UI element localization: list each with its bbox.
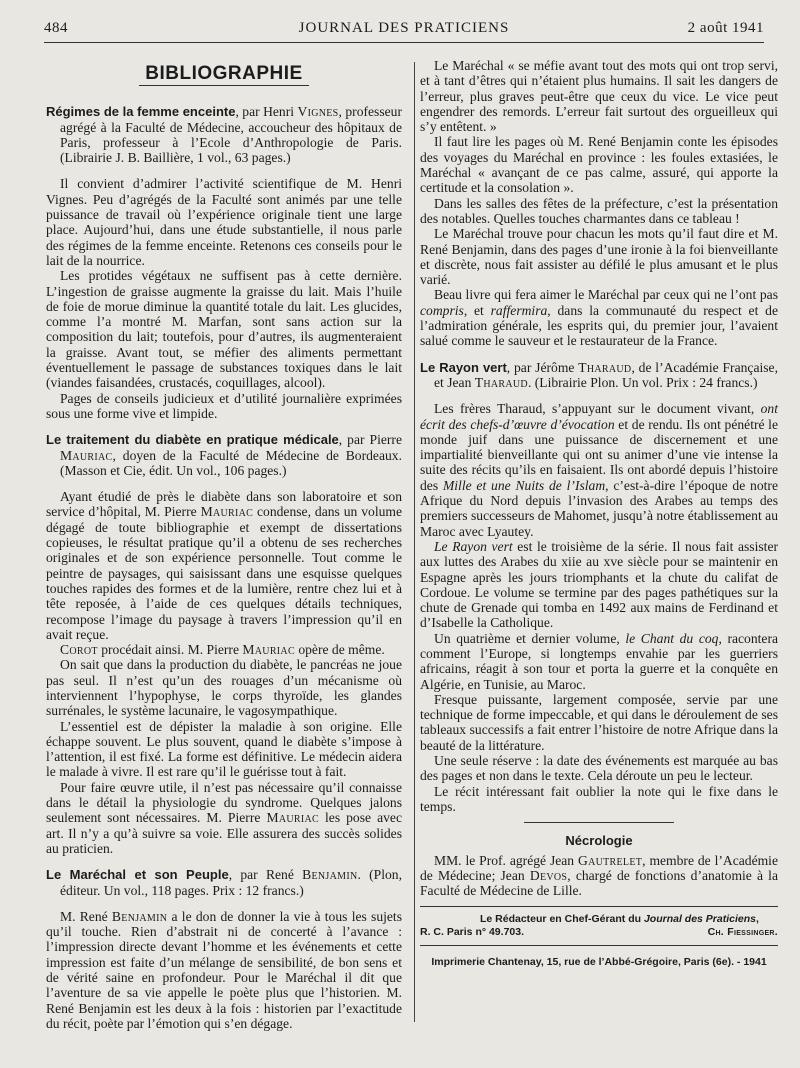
author-name: Benjamin	[302, 867, 358, 883]
italic-text: compris	[420, 302, 464, 318]
column-divider	[414, 62, 415, 1022]
review-paragraph: Fresque puissante, largement composée, servie par une technique de forme impeccable, et qui dans le déroulement de ses tableaux successifs a fait entrer l’histoire de notre Afrique dans la beauté de la littérature.	[420, 691, 778, 753]
person-name: Gautrelet	[577, 852, 643, 868]
author-name: Benjamin	[111, 908, 168, 924]
text: ,	[756, 913, 759, 926]
review-paragraph	[46, 780, 402, 856]
text: est le troisième de la série. Il nous fait assister aux luttes des Arabes du xiie au xve siècle pour se maintenir en Espagne après les jours triomphants et la chute du califat de Cordoue. Le volume se termine par des pages pathétiques sur la chute de Grenade qui tomba en 1492 aux mains de Ferdinand et d’Isabelle la Catholique.	[420, 538, 778, 631]
person-name: Devos	[529, 867, 568, 883]
italic-text: le Chant du coq	[625, 630, 719, 646]
italic-text: Mille et une Nuits de l’Islam	[442, 477, 606, 493]
text: a le don de donner la vie à tous les sujets qu’il touche. Rien d’abstrait ni de concerté à l’avance : l’impression directe devant l’homme et les événements et cette impression est faite d’un mélange de sensibilité, de bon sens et de vérité saine en profondeur. Pour le Maréchal il dit que l’aventure de sa vie appelle le poète plus que l’historien. M. René Benjamin est les deux à la fois : historien par l’exactitude du récit, poète par l’émotion qui s’en dégage.	[46, 908, 403, 1031]
author-name: Mauriac	[200, 504, 254, 520]
footer-rule	[420, 906, 778, 907]
review-paragraph	[420, 631, 778, 692]
necrologie-title: Nécrologie	[565, 833, 633, 849]
ref-text: , par Henri	[235, 104, 298, 120]
text: les pose avec art. Il n’y a qu’à suivre sa voie. Elle assurera des succès solides au praticien.	[46, 810, 402, 856]
text: et de rendu. Ils ont pénétré le monde juif dans une puissance de discernement et une impartialité bienveillante qui ont su animer d’une vie intense la suite des récits qu’ils en faisaient. Ils ont abordé depuis l’histoire des	[420, 416, 778, 493]
rc-number: R. C. Paris n° 49.703.	[420, 926, 525, 939]
review-paragraph: L’essentiel est de dépister la maladie à son origine. Elle échappe souvent. Le plus souvent, quand le diabète s’impose à l’attention, il est fixé. La forme est définitive. Le médecin aidera le malade à vivre. Il est rare qu’il le guérisse tout à fait.	[46, 718, 402, 780]
text: procédait ainsi. M. Pierre	[97, 642, 243, 658]
book-title: Régimes de la femme enceinte	[46, 104, 236, 120]
review-paragraph	[420, 287, 778, 348]
book-reference	[46, 432, 402, 478]
ref-text: , par Pierre	[338, 432, 402, 448]
page-number: 484	[44, 20, 68, 36]
book-title: Le traitement du diabète en pratique médicale	[46, 432, 339, 448]
text: , c’est-à-dire l’époque de notre Afrique du Nord depuis l’invasion des Arabes au temps des premiers successeurs de Mahomet, jusqu’à notre établissement au Maroc avec Lyautey.	[420, 477, 778, 539]
ref-text: , professeur agrégé à la Faculté de Médecine, accoucheur des hôpitaux de Paris, professeur à l’Ecole d’Anthropologie de Paris. (Librairie J. B. Baillière, 1 vol., 63 pages.)	[60, 104, 402, 166]
painter-name: Corot	[60, 642, 98, 658]
review-paragraph: Dans les salles des fêtes de la préfecture, c’est la présentation des notables. Quelles touches charmantes dans ce tableau !	[420, 195, 778, 226]
imprint-rule	[420, 945, 778, 946]
header-rule	[44, 42, 764, 43]
review-paragraph: On sait que dans la production du diabète, le pancréas ne joue pas seul. Il n’est qu’un des rouages d’un mécanisme où interviennent l’hypophyse, le corps thyroïde, les glandes surrénales, le système lacunaire, le vagosympathique.	[46, 657, 402, 719]
review-paragraph: Les protides végétaux ne suffisent pas à cette dernière. L’ingestion de graisse augmente la graisse du lait. Mais l’huile de foie de morue diminue la quantité totale du lait. Les glucides, comme l’a montré M. Marfan, sont sans action sur la composition du lait; toutefois, pour d’autres, ils augmenteraient la graisse. Avant tout, se méfier des aliments permettant éventuellement le passage de substances toxiques dans le lait (viandes faisandées, crustacés, coquillages, alcool).	[46, 268, 402, 391]
review-paragraph	[420, 401, 778, 539]
section-divider	[524, 822, 674, 823]
review-paragraph	[46, 642, 402, 657]
book-title: Le Rayon vert	[420, 359, 507, 375]
author-name: Mauriac	[242, 642, 295, 658]
text: Beau livre qui fera aimer le Maréchal par ceux qui ne l’ont pas	[434, 287, 778, 303]
text: , et	[463, 302, 491, 318]
book-reference	[46, 867, 402, 898]
text: Les frères Tharaud, s’appuyant sur le document vivant,	[434, 401, 761, 417]
right-column	[420, 58, 778, 969]
text: Un quatrième et dernier volume,	[434, 630, 626, 646]
page-header	[44, 18, 764, 40]
italic-text: raffermira	[490, 302, 548, 318]
review-paragraph: Pages de conseils judicieux et d’utilité journalière exprimées sous une forme vive et limpide.	[46, 390, 402, 421]
text: MM. le Prof. agrégé Jean	[434, 852, 578, 868]
author-name: Mauriac	[266, 810, 319, 826]
text: , racontera comment l’Europe, si longtemps envahie par les guerriers africains, réagit à son tour et porta la guerre et la conquête en Algérie, en Tunisie, au Maroc.	[420, 630, 779, 692]
text: opère de même.	[294, 642, 385, 658]
text: M. René	[60, 908, 112, 924]
necrologie-text	[420, 853, 778, 899]
ref-text: , par René	[228, 867, 303, 883]
left-column	[46, 58, 402, 1031]
section-title-underline	[139, 85, 309, 86]
editor-name: Ch. Fiessinger.	[707, 926, 778, 939]
italic-text: ont écrit des chefs-d’œuvre d’évocation	[420, 401, 778, 432]
ref-text: . (Librairie Plon. Un vol. Prix : 24 francs.)	[527, 374, 758, 390]
book-title: Le Maréchal et son Peuple	[46, 867, 229, 883]
ref-text: , doyen de la Faculté de Médecine de Bordeaux. (Masson et Cie, édit. Un vol., 106 pages.)	[60, 447, 402, 478]
author-name: Tharaud	[578, 359, 632, 375]
review-paragraph: Une seule réserve : la date des événements est marquée au bas des pages et non dans le texte. Cela déroute un peu le lecteur.	[420, 753, 778, 784]
review-paragraph	[46, 489, 402, 642]
text: condense, dans un volume dégagé de toute bibliographie et exempt de dissertations copieuses, le résultat pratique qu’il a obtenu de ses recherches originales et de son expérience personnelle. Tout comme le peintre de paysages, qui saisissant dans une esquisse quelques touches rapides des formes et de la lumière, rentre chez lui et à tête reposée, à l’aide de ces quelques détails techniques, recompose l’image du paysage à travers l’impression qu’il en avait reçue.	[46, 504, 402, 642]
text: , chargé de fonctions d’anatomie à la Faculté de Médecine de Lille.	[420, 867, 778, 899]
italic-text: Journal des Praticiens	[643, 913, 756, 926]
review-paragraph	[46, 909, 402, 1031]
text: , membre de l’Académie de Médecine; Jean	[420, 852, 778, 883]
ref-text: , par Jérôme	[506, 359, 579, 375]
review-paragraph	[420, 539, 778, 631]
italic-text: Le Rayon vert	[434, 538, 513, 554]
text: Le Rédacteur en Chef-Gérant du	[480, 913, 644, 926]
text: , dans la communauté du respect et de l’admiration générale, les esprits qui, du premier jour, l’avaient salué comme le sauveur et le restaurateur de la France.	[420, 302, 778, 349]
review-paragraph: Le récit intéressant fait oublier la note qui le fixe dans le temps.	[420, 783, 778, 814]
ref-text: , de l’Académie Française, et Jean	[434, 359, 778, 390]
book-reference	[46, 104, 402, 165]
review-paragraph: Le Maréchal trouve pour chacun les mots qu’il faut dire et M. René Benjamin, dans des pages d’une ironie à la foi bienveillante et discrète, nous fait assister au défilé le plus amusant et le plus varié.	[420, 226, 778, 288]
author-name: Mauriac	[60, 447, 113, 463]
author-name: Vignes	[297, 104, 339, 120]
registration-line	[420, 926, 778, 939]
printer-line: Imprimerie Chantenay, 15, rue de l’Abbé-Grégoire, Paris (6e). - 1941	[431, 956, 767, 969]
text: Pour faire œuvre utile, il n’est pas nécessaire qu’il connaisse dans le détail la physiologie du syndrome. Quelques jalons seulement sont nécessaires. M. Pierre	[46, 779, 402, 826]
section-title: BIBLIOGRAPHIE	[145, 63, 303, 84]
review-paragraph: Il convient d’admirer l’activité scientifique de M. Henri Vignes. Peu d’agrégés de la Faculté sont animés par une telle puissance de travail où l’expérience originale tient une large place. Aujourd’hui, dans une étude substantielle, il nous parle des régimes de la femme enceinte. Retenons ces conseils pour le lait de la nourrice.	[46, 176, 402, 268]
journal-title: JOURNAL DES PRATICIENS	[298, 20, 510, 36]
review-paragraph: Il faut lire les pages où M. René Benjamin conte les épisodes des voyages du Maréchal en province : les foules extasiées, le Maréchal « avançant de ce pas calme, assuré, qui apporte la certitude et la consolation ».	[420, 134, 778, 196]
redacteur-line	[420, 913, 778, 926]
ref-text: . (Plon, éditeur. Un vol., 118 pages. Prix : 12 francs.)	[60, 867, 402, 898]
issue-date: 2 août 1941	[687, 20, 764, 36]
imprint-block	[420, 913, 778, 969]
text: Ayant étudié de près le diabète dans son laboratoire et son service d’hôpital, M. Pierre	[46, 489, 402, 520]
author-name: Tharaud	[474, 374, 528, 390]
review-paragraph: Le Maréchal « se méfie avant tout des mots qui ont trop servi, et à tant d’êtres qui n’étaient plus humains. Il sait les dangers de l’erreur, plus graves peut-être que ceux du vice. Le vice peut engendrer des remords. L’erreur fait surtout des orgueilleux qui s’y entêtent. »	[420, 58, 778, 135]
book-reference	[420, 360, 778, 391]
